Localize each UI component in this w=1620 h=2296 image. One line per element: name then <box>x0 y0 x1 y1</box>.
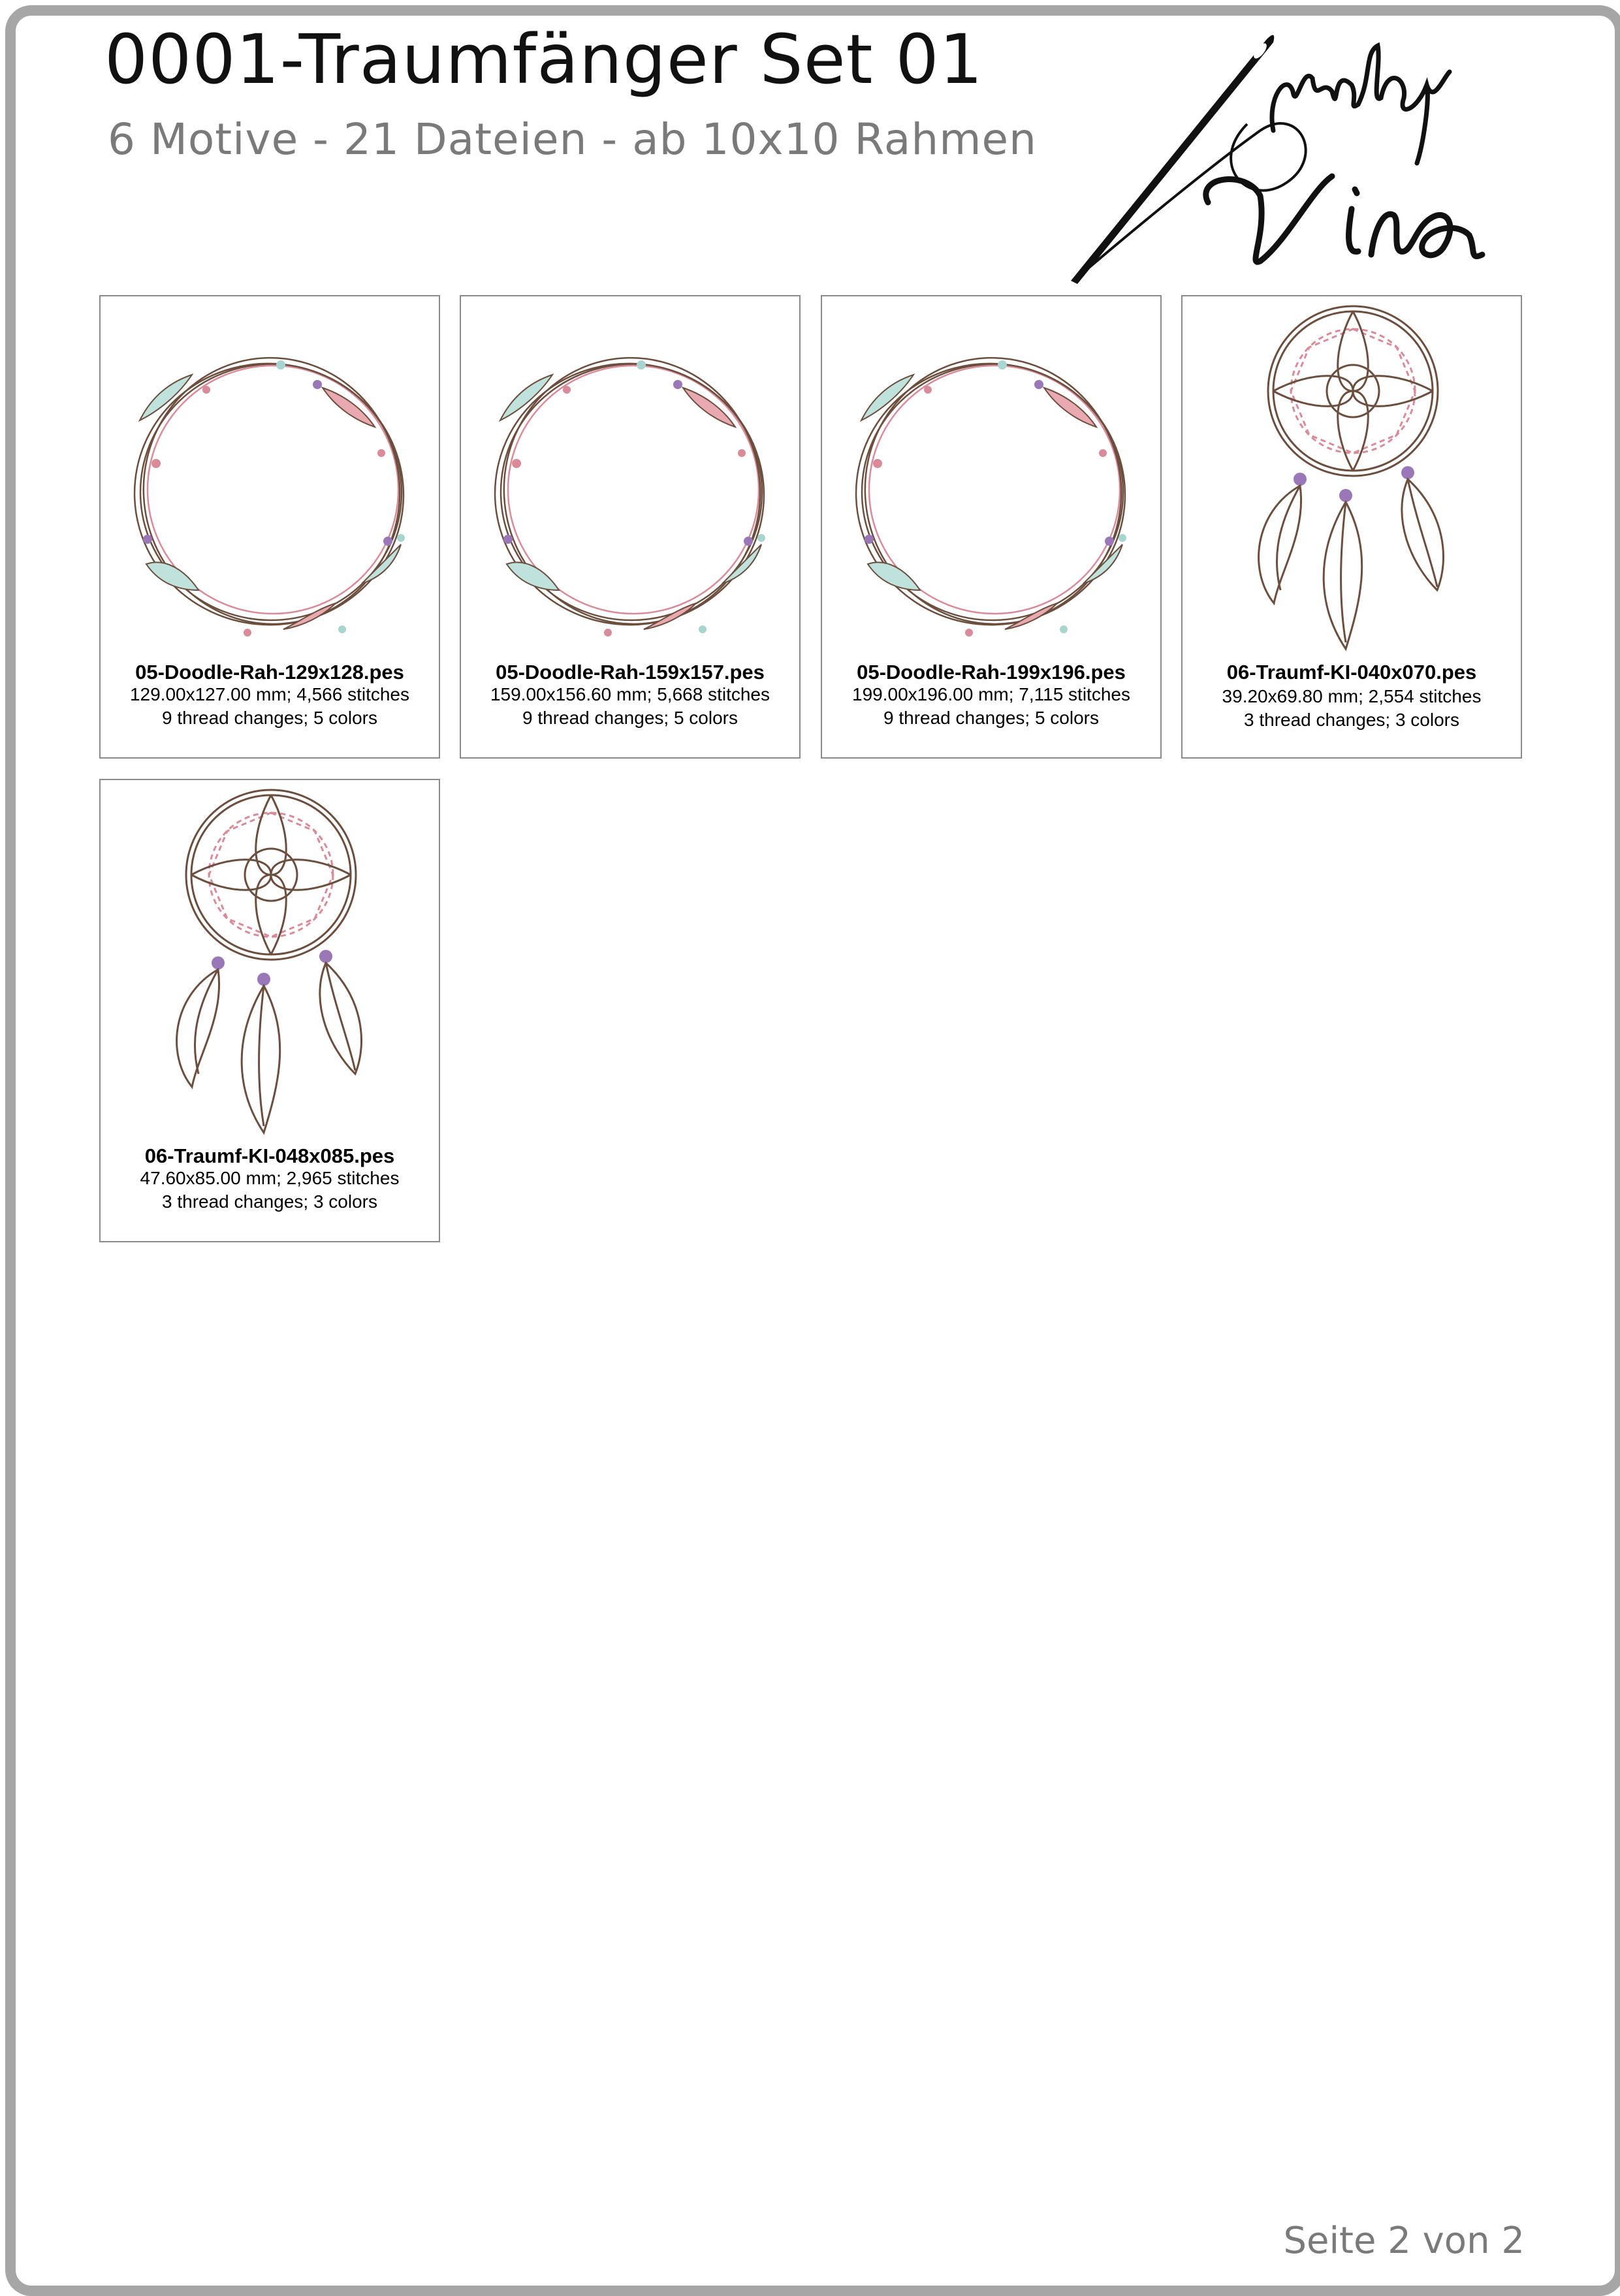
dreamcatcher-embroidery-preview <box>1183 296 1523 662</box>
design-card <box>99 295 440 759</box>
design-dimensions: 199.00x196.00 mm; 7,115 stitches <box>852 684 1130 704</box>
design-dimensions: 39.20x69.80 mm; 2,554 stitches <box>1222 686 1482 706</box>
wreath-embroidery-preview <box>822 296 1163 662</box>
design-card <box>1181 295 1522 759</box>
design-dimensions: 47.60x85.00 mm; 2,965 stitches <box>140 1168 400 1188</box>
dreamcatcher-embroidery-preview <box>101 780 441 1146</box>
design-file-name: 06-Traumf-KI-040x070.pes <box>1226 661 1477 684</box>
design-threads: 3 thread changes; 3 colors <box>1244 710 1459 730</box>
design-file-name: 05-Doodle-Rah-129x128.pes <box>135 661 404 684</box>
design-card <box>460 295 801 759</box>
design-threads: 3 thread changes; 3 colors <box>162 1191 377 1212</box>
wreath-embroidery-preview <box>101 296 441 662</box>
design-threads: 9 thread changes; 5 colors <box>522 708 738 728</box>
made-by-vina-logo <box>1051 26 1521 287</box>
design-threads: 9 thread changes; 5 colors <box>883 708 1099 728</box>
page-title: 0001-Traumfänger Set 01 <box>104 20 983 99</box>
design-card <box>821 295 1162 759</box>
design-dimensions: 159.00x156.60 mm; 5,668 stitches <box>490 684 770 704</box>
design-threads: 9 thread changes; 5 colors <box>162 708 377 728</box>
design-file-name: 05-Doodle-Rah-199x196.pes <box>857 661 1126 684</box>
design-file-name: 06-Traumf-KI-048x085.pes <box>144 1144 395 1167</box>
wreath-embroidery-preview <box>461 296 802 662</box>
page-subtitle: 6 Motive - 21 Dateien - ab 10x10 Rahmen <box>108 114 1037 165</box>
design-card <box>99 779 440 1242</box>
page-number: Seite 2 von 2 <box>1283 2220 1525 2262</box>
design-dimensions: 129.00x127.00 mm; 4,566 stitches <box>129 684 410 704</box>
design-file-name: 05-Doodle-Rah-159x157.pes <box>496 661 765 684</box>
